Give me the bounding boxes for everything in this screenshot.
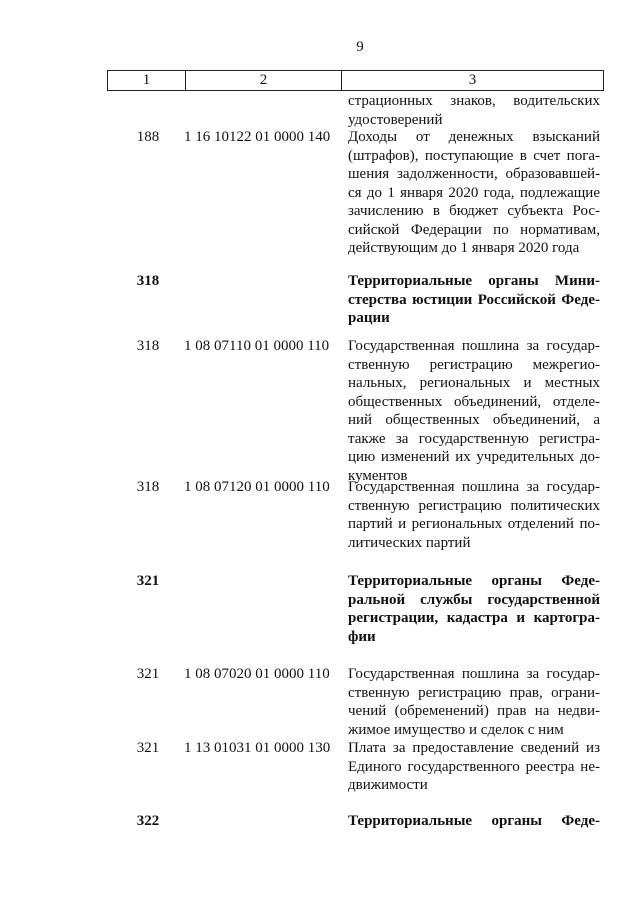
desc-line: (штрафов), поступающие в счет пога- (348, 147, 600, 164)
desc-line: литических партий (348, 534, 471, 551)
continuation-description (348, 92, 600, 129)
row-admin-code: 318 (136, 338, 160, 354)
desc-line: рации (348, 310, 390, 326)
header-col-2: 2 (186, 71, 342, 90)
row-budget-code: 1 08 07120 01 0000 110 (184, 479, 330, 495)
desc-line: ний общественных объединений, а (348, 412, 600, 428)
desc-line: чений (обременений) прав на недви- (348, 703, 600, 719)
desc-line: Территориальные органы Феде- (348, 573, 600, 589)
row-budget-code: 1 13 01031 01 0000 130 (184, 740, 331, 756)
desc-line: Государственная пошлина за государ- (348, 666, 600, 682)
row-budget-code: 1 16 10122 01 0000 140 (184, 129, 331, 145)
row-description (348, 337, 600, 485)
row-admin-code: 188 (136, 129, 160, 145)
page-number: 9 (356, 39, 364, 55)
section-admin-code: 318 (136, 273, 160, 289)
table-header (107, 70, 604, 91)
desc-line: Территориальные органы Феде- (348, 813, 600, 829)
desc-line: партий и региональных отделений по- (348, 516, 600, 532)
row-description (348, 478, 600, 552)
row-description (348, 128, 600, 258)
desc-line: удостоверений (348, 111, 443, 128)
desc-line: стерства юстиции Российской Феде- (348, 291, 600, 308)
desc-line: цию изменений их учредительных до- (348, 449, 600, 465)
desc-line: также за государственную регистра- (348, 430, 600, 447)
section-heading (348, 572, 600, 646)
desc-line: регистрации, кадастра и картогра- (348, 610, 600, 626)
row-admin-code: 321 (136, 666, 160, 682)
row-description (348, 739, 600, 795)
desc-line: Плата за предоставление сведений из (348, 740, 600, 756)
desc-line: ственную регистрацию политических (348, 497, 600, 514)
section-admin-code: 321 (136, 573, 160, 589)
row-budget-code: 1 08 07110 01 0000 110 (184, 338, 330, 354)
desc-line: ся до 1 января 2020 года, подлежащие (348, 184, 600, 201)
desc-line: зачислению в бюджет субъекта Рос- (348, 203, 600, 219)
desc-line: Территориальные органы Мини- (348, 273, 600, 289)
desc-line: Государственная пошлина за государ- (348, 338, 600, 354)
row-description (348, 665, 600, 739)
desc-line: движимости (348, 777, 428, 793)
desc-line: кументов (348, 467, 408, 484)
section-heading (348, 812, 600, 831)
section-admin-code: 322 (136, 813, 160, 829)
row-admin-code: 318 (136, 479, 160, 495)
desc-line: сийской Федерации по нормативам, (348, 221, 600, 238)
desc-line: действующим до 1 января 2020 года (348, 240, 580, 256)
desc-line: Доходы от денежных взысканий (348, 129, 600, 145)
desc-line: ральной службы государственной (348, 591, 600, 608)
desc-line: ственную регистрацию межрегио- (348, 356, 600, 373)
row-admin-code: 321 (136, 740, 160, 756)
desc-line: ственную регистрацию прав, ограни- (348, 684, 600, 701)
desc-line: жимое имущество и сделок с ним (348, 721, 564, 738)
desc-line: Единого государственного реестра не- (348, 758, 600, 775)
header-col-1: 1 (108, 71, 186, 90)
desc-line: фии (348, 628, 376, 645)
desc-line: нальных, региональных и местных (348, 375, 600, 391)
desc-line: Государственная пошлина за государ- (348, 479, 600, 495)
section-heading (348, 272, 600, 328)
desc-line: шения задолженности, образовавшей- (348, 166, 600, 182)
header-col-3: 3 (468, 72, 477, 88)
row-budget-code: 1 08 07020 01 0000 110 (184, 666, 330, 682)
desc-line: общественных объединений, отделе- (348, 393, 600, 410)
desc-line: страционных знаков, водительских (348, 93, 600, 109)
